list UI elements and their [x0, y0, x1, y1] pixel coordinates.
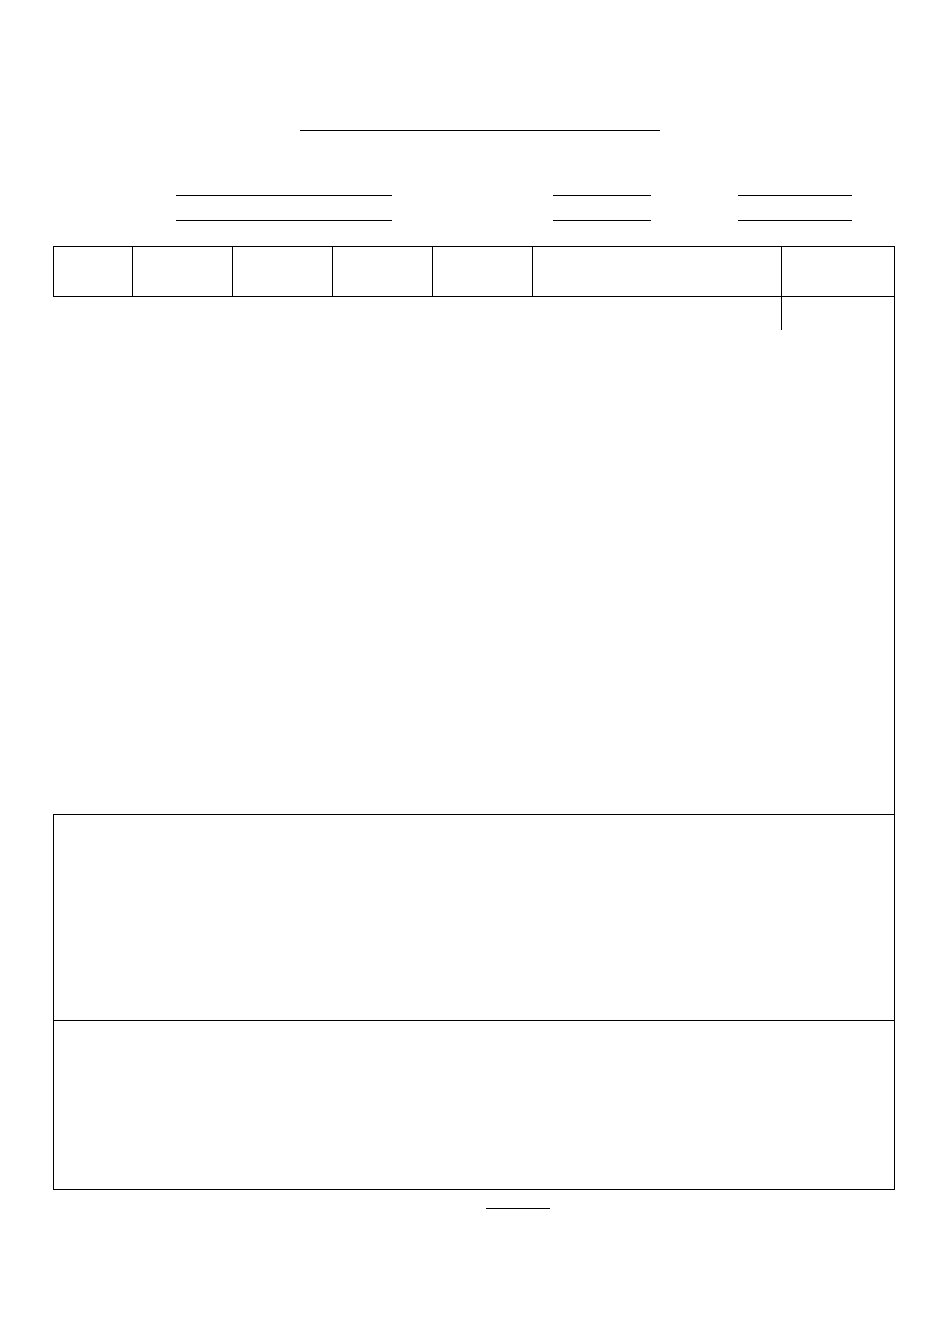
total-pages-field[interactable]	[486, 1194, 516, 1209]
review-section	[53, 1020, 895, 1190]
calc-section	[53, 814, 895, 1021]
current-page-field[interactable]	[516, 1194, 550, 1209]
page-count	[486, 1193, 550, 1211]
